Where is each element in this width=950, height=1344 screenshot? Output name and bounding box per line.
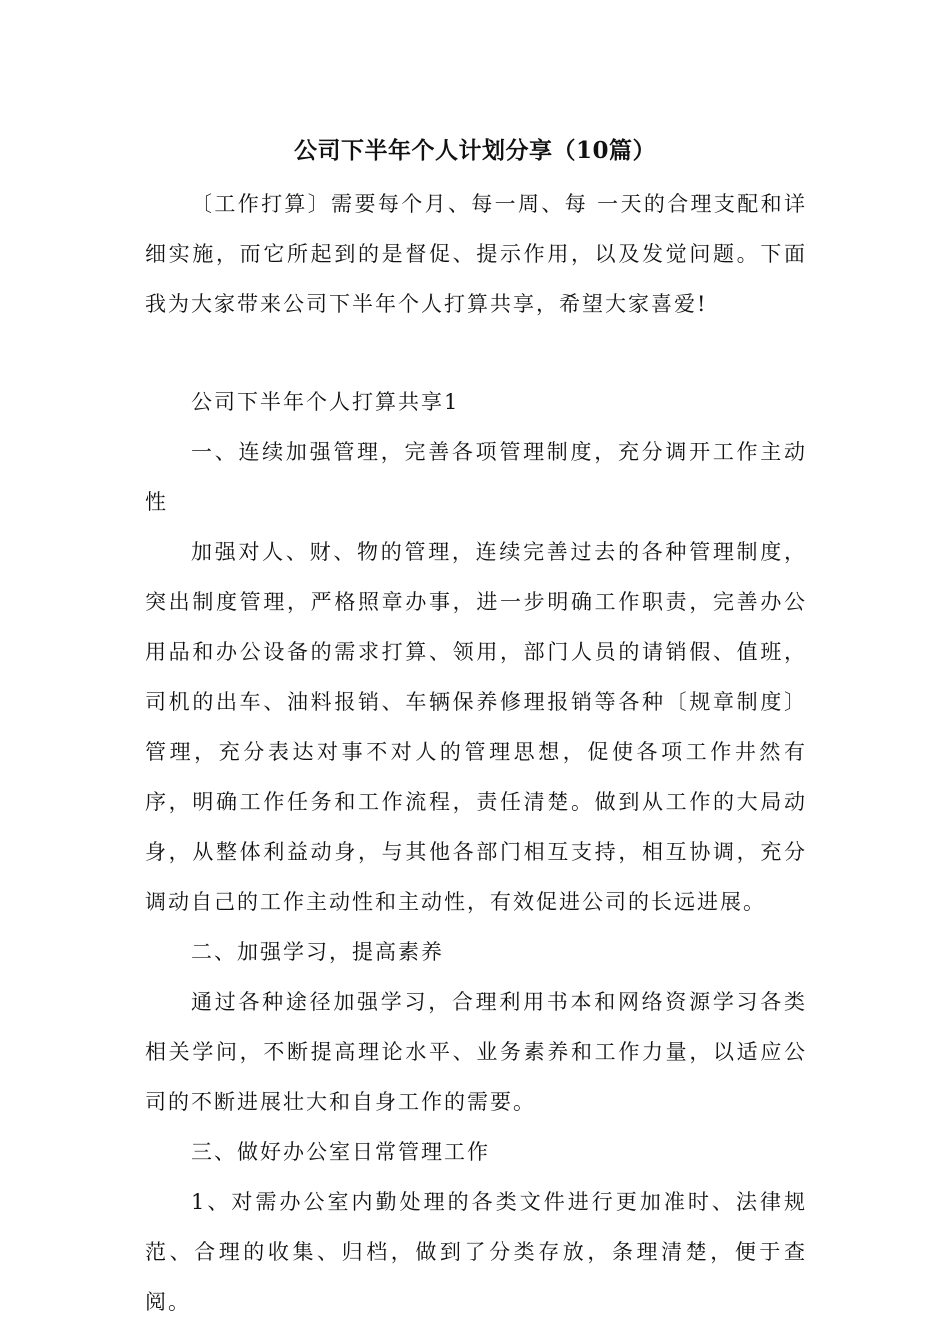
paragraph-1: 加强对人、财、物的管理，连续完善过去的各种管理制度，突出制度管理，严格照章办事，进一步明确工作职责，完善办公用品和办公设备的需求打算、领用，部门人员的请销假、值班，司机的出车、油料报销、车辆保养修理报销等各种〔规章制度〕管理，充分表达对事不对人的管理思想，促使各项工作井然有序，明确工作任务和工作流程，责任清楚。做到从工作的大局动身，从整体利益动身，与其他各部门相互支持，相互协调，充分调动自己的工作主动性和主动性，有效促进公司的长远进展。 <box>145 540 807 914</box>
paragraph-2: 通过各种途径加强学习，合理利用书本和网络资源学习各类相关学问，不断提高理论水平、业务素养和工作力量，以适应公司的不断进展壮大和自身工作的需要。 <box>145 990 807 1114</box>
document-body <box>145 179 807 1327</box>
spacer <box>145 329 807 377</box>
heading-2: 二、加强学习，提高素养 <box>191 940 444 964</box>
document-title: 公司下半年个人计划分享（10篇） <box>293 137 656 164</box>
paragraph-3: 1、对需办公室内勤处理的各类文件进行更加准时、法律规范、合理的收集、归档，做到了分类存放，条理清楚，便于查阅。 <box>145 1190 807 1314</box>
heading-1: 一、连续加强管理，完善各项管理制度，充分调开工作主动性 <box>145 440 807 514</box>
intro-paragraph: 〔工作打算〕需要每个月、每一周、每 一天的合理支配和详细实施，而它所起到的是督促、提示作用，以及发觉问题。下面我为大家带来公司下半年个人打算共享，希望大家喜爱! <box>145 192 807 316</box>
heading-3: 三、做好办公室日常管理工作 <box>191 1140 490 1164</box>
section-title: 公司下半年个人打算共享1 <box>191 390 460 414</box>
